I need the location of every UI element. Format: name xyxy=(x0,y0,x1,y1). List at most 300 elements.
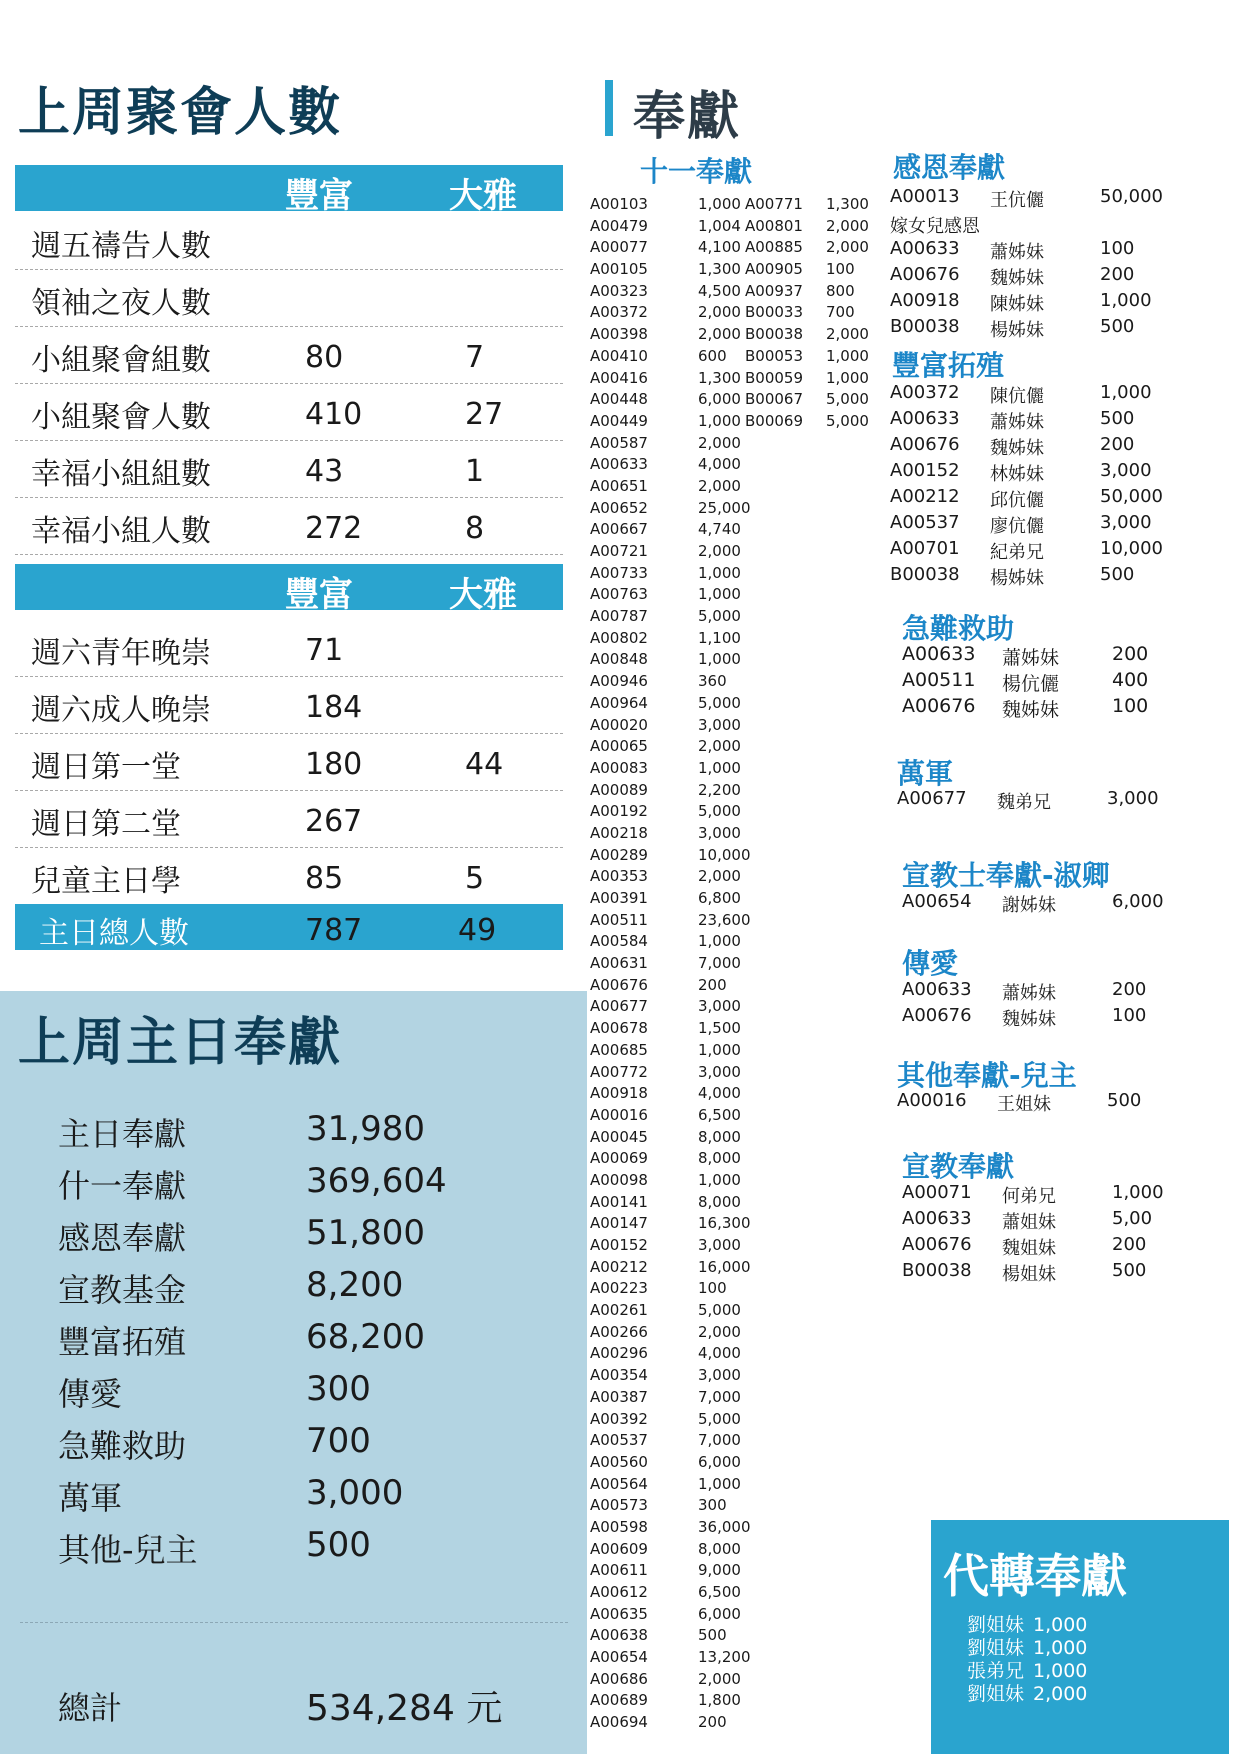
giving-title: 奉獻 xyxy=(633,87,742,147)
tithe-id: A00354 xyxy=(590,1366,648,1385)
tithe-id: A00289 xyxy=(590,845,648,864)
tithe-amount: 2,200 xyxy=(698,780,741,799)
tithe-row xyxy=(590,259,890,281)
tithe-amount: 1,000 xyxy=(698,1040,741,1059)
tithe-row xyxy=(590,454,890,476)
tithe-row xyxy=(590,1647,890,1669)
row-value-fengfu: 267 xyxy=(305,804,363,839)
offerings-divider xyxy=(20,1622,568,1623)
tithe-row xyxy=(590,1365,890,1387)
tithe-amount: 6,800 xyxy=(698,889,741,907)
tithe-amount: 10,000 xyxy=(698,845,751,864)
other-title: 其他奉獻-兒主 xyxy=(897,1059,1077,1092)
tithe-amount: 1,000 xyxy=(698,411,741,430)
tithe-row xyxy=(590,1712,890,1734)
expansion-donor: 廖伉儷 xyxy=(990,516,1044,537)
tithe-amount: 4,000 xyxy=(698,1084,741,1103)
tithe-amount: 2,000 xyxy=(826,238,869,257)
tithe-id: A00212 xyxy=(590,1257,648,1276)
tithe-id: A00584 xyxy=(590,932,648,951)
tithe-row xyxy=(590,1604,890,1626)
relay-amount: 1,000 xyxy=(1033,1614,1088,1636)
expansion-amount: 500 xyxy=(1100,408,1135,429)
total-fengfu: 787 xyxy=(305,913,363,948)
tithe-id: A00609 xyxy=(590,1539,648,1558)
attendance-header-a xyxy=(15,165,563,216)
mission-id: B00038 xyxy=(902,1260,972,1281)
tithe-row xyxy=(590,281,890,303)
expansion-id: A00212 xyxy=(890,486,960,507)
giving-accent-bar xyxy=(605,80,613,136)
tithe-amount: 16,000 xyxy=(698,1257,751,1276)
tithe-amount: 2,000 xyxy=(698,1669,741,1688)
thanks-donor: 魏姊妹 xyxy=(990,268,1044,289)
tithe-row xyxy=(590,541,890,563)
tithe-amount: 200 xyxy=(698,1713,727,1732)
offering-value: 51,800 xyxy=(306,1213,425,1253)
tithe-title: 十一奉獻 xyxy=(640,155,753,188)
tithe-id: A00266 xyxy=(590,1322,648,1341)
love-title: 傳愛 xyxy=(902,947,959,980)
thanks-amount: 200 xyxy=(1100,264,1135,285)
tithe-id: A00020 xyxy=(590,715,648,734)
thanks-amount: 500 xyxy=(1100,316,1135,337)
tithe-id: A00479 xyxy=(590,216,648,235)
tithe-amount: 100 xyxy=(826,260,855,279)
tithe-id: A00721 xyxy=(590,542,648,560)
tithe-id: A00652 xyxy=(590,498,648,517)
expansion-amount: 1,000 xyxy=(1100,382,1152,403)
tithe-id: A00511 xyxy=(590,910,648,929)
row-value-fengfu: 80 xyxy=(305,340,344,375)
tithe-amount: 6,000 xyxy=(698,1452,741,1471)
tithe-id: A00416 xyxy=(590,368,648,387)
tithe-id: B00059 xyxy=(745,368,804,387)
row-value-fengfu: 85 xyxy=(305,861,344,896)
thanks-amount: 50,000 xyxy=(1100,186,1163,207)
tithe-row xyxy=(590,736,890,758)
tithe-id: A00098 xyxy=(590,1170,648,1189)
tithe-row xyxy=(590,1430,890,1452)
row-value-fengfu: 43 xyxy=(305,454,344,489)
tithe-row xyxy=(590,931,890,953)
relief-title: 急難救助 xyxy=(902,612,1015,645)
tithe-amount: 1,300 xyxy=(826,195,869,213)
row-value-daya: 7 xyxy=(465,340,485,375)
tithe-id: A00392 xyxy=(590,1409,648,1428)
tithe-id: A00676 xyxy=(590,975,648,994)
tithe-id: A00771 xyxy=(745,195,803,213)
tithe-row xyxy=(590,1409,890,1431)
tithe-row xyxy=(590,1300,890,1322)
col-header-daya: 大雅 xyxy=(449,575,517,615)
offering-label: 傳愛 xyxy=(58,1375,123,1413)
attendance-row xyxy=(15,384,563,441)
tithe-id: A00763 xyxy=(590,585,648,604)
expansion-id: A00633 xyxy=(890,408,960,429)
tithe-amount: 2,000 xyxy=(698,542,741,560)
expansion-donor: 紀弟兄 xyxy=(990,542,1044,563)
tithe-id: A00391 xyxy=(590,889,648,907)
love-amount: 100 xyxy=(1112,1005,1147,1026)
expansion-amount: 10,000 xyxy=(1100,538,1163,559)
tithe-id: A00848 xyxy=(590,650,648,669)
tithe-id: A00560 xyxy=(590,1452,648,1471)
tithe-amount: 1,300 xyxy=(698,368,741,387)
expansion-amount: 3,000 xyxy=(1100,460,1152,481)
row-label: 週日第一堂 xyxy=(31,750,181,785)
tithe-row xyxy=(590,801,890,823)
tithe-row xyxy=(590,693,890,715)
other-amount: 500 xyxy=(1107,1090,1142,1111)
tithe-row xyxy=(590,1560,890,1582)
expansion-amount: 200 xyxy=(1100,434,1135,455)
other-donor: 王姐妹 xyxy=(997,1094,1051,1115)
tithe-id: B00033 xyxy=(745,303,804,322)
expansion-amount: 50,000 xyxy=(1100,486,1163,507)
tithe-amount: 3,000 xyxy=(698,1062,741,1081)
relief-amount: 400 xyxy=(1112,669,1149,691)
tithe-list xyxy=(590,194,890,1734)
tithe-amount: 300 xyxy=(698,1496,727,1515)
tithe-row xyxy=(590,476,890,498)
thanks-id: A00633 xyxy=(890,238,960,259)
offering-label: 萬軍 xyxy=(58,1479,123,1517)
row-label: 領袖之夜人數 xyxy=(31,286,211,321)
expansion-donor: 邱伉儷 xyxy=(990,490,1044,511)
offerings-title: 上周主日奉獻 xyxy=(18,1013,343,1073)
tithe-row xyxy=(590,1474,890,1496)
tithe-id: A00631 xyxy=(590,954,648,973)
tithe-amount: 3,000 xyxy=(698,1236,741,1254)
tithe-amount: 36,000 xyxy=(698,1517,751,1536)
offering-value: 8,200 xyxy=(306,1265,404,1305)
tithe-id: A00685 xyxy=(590,1040,648,1059)
mission-amount: 500 xyxy=(1112,1260,1147,1281)
tithe-row xyxy=(590,389,890,411)
row-value-fengfu: 180 xyxy=(305,747,363,782)
tithe-id: A00141 xyxy=(590,1192,648,1211)
tithe-amount: 2,000 xyxy=(698,325,741,344)
tithe-amount: 4,000 xyxy=(698,1344,741,1363)
tithe-amount: 360 xyxy=(698,672,727,691)
mission-id: A00071 xyxy=(902,1182,972,1203)
tithe-row xyxy=(590,1322,890,1344)
row-value-fengfu: 410 xyxy=(305,397,363,432)
row-label: 週日第二堂 xyxy=(31,807,181,842)
tithe-id: A00635 xyxy=(590,1604,648,1623)
row-value-daya: 8 xyxy=(465,511,485,546)
row-label: 幸福小組組數 xyxy=(31,457,211,492)
relay-amount: 1,000 xyxy=(1033,1637,1088,1659)
row-value-daya: 5 xyxy=(465,861,485,896)
tithe-row xyxy=(590,1235,890,1257)
expansion-donor: 蕭姊妹 xyxy=(990,412,1044,433)
tithe-amount: 1,000 xyxy=(826,346,869,365)
offerings-total-value: 534,284 元 xyxy=(306,1688,503,1729)
relief-id: A00633 xyxy=(902,643,976,665)
tithe-row xyxy=(590,1148,890,1170)
tithe-id: A00218 xyxy=(590,823,648,842)
thanks-donor: 王伉儷 xyxy=(990,190,1044,211)
tithe-amount: 1,000 xyxy=(698,650,741,669)
tithe-amount: 6,000 xyxy=(698,1604,741,1623)
attendance-row xyxy=(15,620,563,677)
tithe-amount: 7,000 xyxy=(698,1387,741,1406)
thanks-id: A00676 xyxy=(890,264,960,285)
offering-value: 700 xyxy=(306,1421,371,1461)
thanks-id: A00013 xyxy=(890,186,960,207)
row-label: 週五禱告人數 xyxy=(31,229,211,264)
total-daya: 49 xyxy=(458,913,497,948)
love-amount: 200 xyxy=(1112,979,1147,1000)
tithe-id: A00918 xyxy=(590,1084,648,1103)
relief-donor: 蕭姊妹 xyxy=(1002,647,1060,669)
mission-title: 宣教奉獻 xyxy=(902,1150,1015,1183)
row-value-fengfu: 272 xyxy=(305,511,363,546)
row-label: 小組聚會人數 xyxy=(31,400,211,435)
tithe-row xyxy=(590,411,890,433)
tithe-row xyxy=(590,1582,890,1604)
tithe-amount: 1,000 xyxy=(698,195,741,213)
tithe-amount: 5,000 xyxy=(698,607,741,626)
tithe-amount: 4,000 xyxy=(698,455,741,474)
tithe-id: B00067 xyxy=(745,390,804,409)
tithe-id: A00410 xyxy=(590,346,648,365)
thanks-id: 嫁女兒感恩 xyxy=(890,216,980,237)
offering-value: 3,000 xyxy=(306,1473,404,1513)
thanks-donor: 蕭姊妹 xyxy=(990,242,1044,263)
tithe-row xyxy=(590,1517,890,1539)
tithe-id: A00083 xyxy=(590,758,648,777)
col-header-fengfu: 豐富 xyxy=(285,176,353,216)
tithe-amount: 5,000 xyxy=(826,390,869,409)
love-donor: 蕭姊妹 xyxy=(1002,983,1056,1004)
tithe-amount: 1,000 xyxy=(698,563,741,582)
tithe-id: A00905 xyxy=(745,260,803,279)
tithe-amount: 5,000 xyxy=(698,1409,741,1428)
attendance-header-b xyxy=(15,564,563,615)
tithe-amount: 8,000 xyxy=(698,1127,741,1146)
thanks-id: A00918 xyxy=(890,290,960,311)
tithe-row xyxy=(590,1690,890,1712)
tithe-id: A00537 xyxy=(590,1431,648,1450)
expansion-donor: 楊姊妹 xyxy=(990,568,1044,589)
missionary-donor: 謝姊妹 xyxy=(1002,895,1056,916)
tithe-id: A00678 xyxy=(590,1019,648,1038)
tithe-row xyxy=(590,216,890,238)
offering-label: 感恩奉獻 xyxy=(58,1219,187,1257)
tithe-amount: 13,200 xyxy=(698,1648,751,1667)
tithe-id: B00069 xyxy=(745,411,804,430)
tithe-id: A00223 xyxy=(590,1279,648,1298)
col-header-fengfu: 豐富 xyxy=(285,575,353,615)
tithe-amount: 23,600 xyxy=(698,910,751,929)
expansion-id: A00537 xyxy=(890,512,960,533)
tithe-id: A00069 xyxy=(590,1149,648,1168)
tithe-id: A00449 xyxy=(590,411,648,430)
tithe-amount: 4,740 xyxy=(698,520,741,539)
relief-donor: 魏姊妹 xyxy=(1002,699,1060,721)
missionary-amount: 6,000 xyxy=(1112,891,1164,912)
tithe-id: A00638 xyxy=(590,1626,648,1645)
missionary-id: A00654 xyxy=(902,891,972,912)
tithe-amount: 8,000 xyxy=(698,1192,741,1211)
thanks-id: B00038 xyxy=(890,316,960,337)
tithe-amount: 1,004 xyxy=(698,216,741,235)
tithe-id: A00651 xyxy=(590,476,648,495)
attendance-row xyxy=(15,498,563,555)
tithe-id: A00077 xyxy=(590,238,648,257)
tithe-row xyxy=(590,1062,890,1084)
tithe-row xyxy=(590,866,890,888)
tithe-amount: 500 xyxy=(698,1626,727,1645)
row-value-daya: 27 xyxy=(465,397,504,432)
thanks-donor: 陳姊妹 xyxy=(990,294,1044,315)
tithe-row xyxy=(590,910,890,932)
relief-amount: 100 xyxy=(1112,695,1149,717)
tithe-amount: 3,000 xyxy=(698,1366,741,1385)
tithe-amount: 3,000 xyxy=(698,823,741,842)
expansion-id: A00152 xyxy=(890,460,960,481)
tithe-row xyxy=(590,1213,890,1235)
love-id: A00676 xyxy=(902,1005,972,1026)
tithe-amount: 6,000 xyxy=(698,390,741,409)
attendance-rows-a xyxy=(15,213,563,555)
tithe-amount: 5,000 xyxy=(826,411,869,430)
tithe-id: A00103 xyxy=(590,195,648,213)
row-value-fengfu: 71 xyxy=(305,633,344,668)
tithe-id: A00611 xyxy=(590,1561,648,1580)
offering-label: 其他-兒主 xyxy=(58,1531,198,1569)
relief-amount: 200 xyxy=(1112,643,1149,665)
tithe-row xyxy=(590,346,890,368)
tithe-id: A00398 xyxy=(590,325,648,344)
tithe-row xyxy=(590,584,890,606)
row-label: 週六成人晚崇 xyxy=(31,693,211,728)
attendance-row xyxy=(15,213,563,270)
relay-donor: 劉姐妹 xyxy=(967,1683,1025,1705)
tithe-amount: 2,000 xyxy=(826,216,869,235)
tithe-id: A00694 xyxy=(590,1713,648,1732)
tithe-amount: 2,000 xyxy=(698,1322,741,1341)
tithe-id: A00654 xyxy=(590,1648,648,1667)
tithe-amount: 2,000 xyxy=(698,303,741,322)
expansion-id: B00038 xyxy=(890,564,960,585)
tithe-amount: 5,000 xyxy=(698,1301,741,1320)
expansion-id: A00701 xyxy=(890,538,960,559)
thanks-title: 感恩奉獻 xyxy=(893,151,1006,184)
tithe-amount: 2,000 xyxy=(698,476,741,495)
relief-donor: 楊伉儷 xyxy=(1002,673,1060,695)
relief-id: A00511 xyxy=(902,669,976,691)
mission-id: A00633 xyxy=(902,1208,972,1229)
tithe-amount: 25,000 xyxy=(698,498,751,517)
tithe-id: A00587 xyxy=(590,433,648,452)
tithe-id: A00296 xyxy=(590,1344,648,1363)
tithe-amount: 2,000 xyxy=(698,737,741,756)
tithe-row xyxy=(590,649,890,671)
tithe-row xyxy=(590,1343,890,1365)
expansion-donor: 陳伉儷 xyxy=(990,386,1044,407)
tithe-amount: 2,000 xyxy=(698,433,741,452)
tithe-id: A00612 xyxy=(590,1583,648,1601)
tithe-row xyxy=(590,671,890,693)
expansion-donor: 林姊妹 xyxy=(990,464,1044,485)
attendance-title: 上周聚會人數 xyxy=(18,83,343,143)
relay-amount: 1,000 xyxy=(1033,1660,1088,1682)
tithe-row xyxy=(590,1625,890,1647)
tithe-row xyxy=(590,1192,890,1214)
thanks-amount: 100 xyxy=(1100,238,1135,259)
tithe-amount: 1,000 xyxy=(698,1170,741,1189)
tithe-id: A00089 xyxy=(590,780,648,799)
tithe-row xyxy=(590,975,890,997)
hosts-id: A00677 xyxy=(897,788,967,809)
mission-donor: 魏姐妹 xyxy=(1002,1238,1056,1259)
tithe-id: A00937 xyxy=(745,281,803,300)
tithe-amount: 200 xyxy=(698,975,727,994)
tithe-id: A00353 xyxy=(590,867,648,886)
mission-amount: 1,000 xyxy=(1112,1182,1164,1203)
relay-donor: 劉姐妹 xyxy=(967,1637,1025,1659)
tithe-row xyxy=(590,1127,890,1149)
tithe-id: A00045 xyxy=(590,1127,648,1146)
tithe-row xyxy=(590,1018,890,1040)
relay-donor: 劉姐妹 xyxy=(967,1614,1025,1636)
tithe-amount: 4,100 xyxy=(698,238,741,257)
tithe-row xyxy=(590,433,890,455)
tithe-amount: 6,500 xyxy=(698,1105,741,1124)
row-label: 兒童主日學 xyxy=(31,864,181,899)
tithe-id: A00633 xyxy=(590,455,648,474)
tithe-id: A00677 xyxy=(590,997,648,1016)
tithe-id: A00787 xyxy=(590,607,648,626)
col-header-daya: 大雅 xyxy=(449,176,517,216)
row-label: 週六青年晚崇 xyxy=(31,636,211,671)
tithe-id: A00564 xyxy=(590,1474,648,1493)
relay-amount: 2,000 xyxy=(1033,1683,1088,1705)
mission-id: A00676 xyxy=(902,1234,972,1255)
attendance-row xyxy=(15,734,563,791)
tithe-id: A00802 xyxy=(590,628,648,647)
tithe-amount: 16,300 xyxy=(698,1214,751,1233)
tithe-row xyxy=(590,1040,890,1062)
tithe-id: A00885 xyxy=(745,238,803,257)
tithe-row xyxy=(590,519,890,541)
mission-amount: 200 xyxy=(1112,1234,1147,1255)
tithe-amount: 5,000 xyxy=(698,693,741,712)
offering-label: 宣教基金 xyxy=(58,1271,187,1309)
tithe-amount: 1,000 xyxy=(698,1474,741,1493)
tithe-row xyxy=(590,1539,890,1561)
attendance-rows-b xyxy=(15,620,563,905)
tithe-amount: 1,800 xyxy=(698,1691,741,1710)
tithe-id: A00686 xyxy=(590,1669,648,1688)
tithe-row xyxy=(590,498,890,520)
tithe-amount: 3,000 xyxy=(698,997,741,1016)
expansion-id: A00372 xyxy=(890,382,960,403)
tithe-row xyxy=(590,1495,890,1517)
offering-value: 68,200 xyxy=(306,1317,425,1357)
tithe-id: A00573 xyxy=(590,1496,648,1515)
tithe-row xyxy=(590,823,890,845)
offering-value: 369,604 xyxy=(306,1161,447,1201)
row-value-daya: 44 xyxy=(465,747,504,782)
tithe-row xyxy=(590,996,890,1018)
tithe-id: A00387 xyxy=(590,1387,648,1406)
tithe-amount: 1,000 xyxy=(698,932,741,951)
